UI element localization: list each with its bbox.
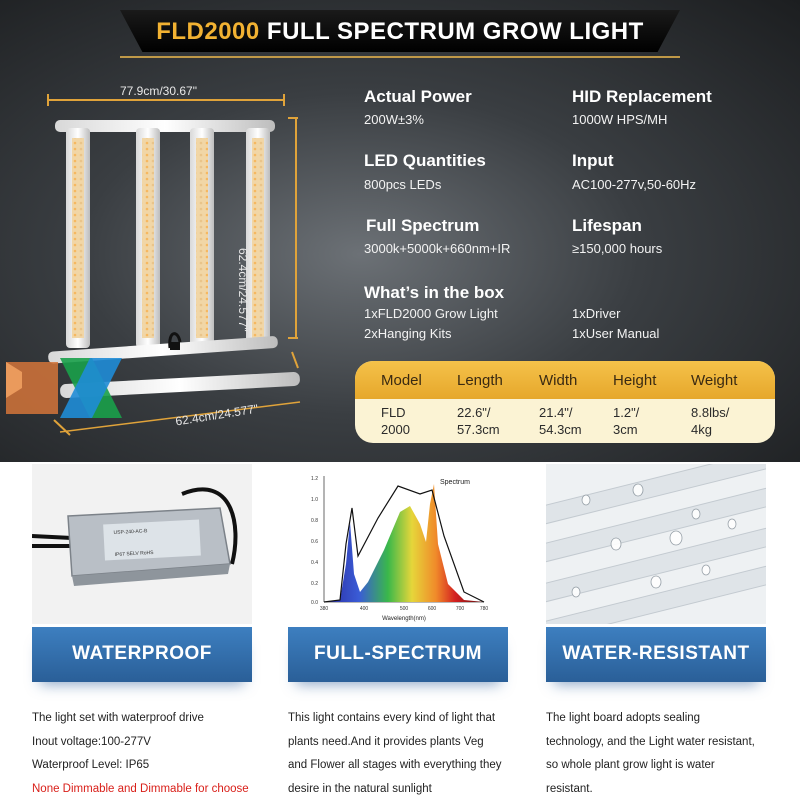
spec-label-actual-power: Actual Power [364, 87, 472, 107]
y-tick: 0.2 [311, 581, 318, 587]
dimensions-header-height: Height [613, 372, 656, 389]
spectrum-chart-xlabel: Wavelength(nm) [382, 616, 426, 622]
dimensions-value-line: 54.3cm [539, 421, 582, 438]
feature-line: desire in the natural sunlight [288, 778, 502, 801]
feature-title: FULL-SPECTRUM [288, 643, 508, 665]
x-tick: 780 [480, 606, 489, 612]
feature-line: resistant. [546, 778, 755, 801]
x-tick: 700 [456, 606, 465, 612]
water-resistant-photo [546, 464, 766, 624]
dimensions-value-length [457, 404, 500, 438]
y-tick: 0.0 [311, 600, 318, 606]
spectrum-chart [288, 464, 508, 624]
feature-description-water-resistant [546, 707, 755, 801]
dimensions-value-line: 21.4"/ [539, 404, 582, 421]
spec-label-input: Input [572, 151, 614, 171]
brand-logo [2, 358, 122, 418]
spec-value-led-quantities: 800pcs LEDs [364, 177, 441, 192]
feature-line: This light contains every kind of light that [288, 707, 502, 731]
x-tick: 600 [428, 606, 437, 612]
width-dimension-label: 77.9cm/30.67" [120, 84, 197, 98]
feature-title: WATERPROOF [32, 643, 252, 665]
feature-line: so whole plant grow light is water [546, 754, 755, 778]
feature-line: and Flower all stages with everything they [288, 754, 502, 778]
dimensions-value-height [613, 404, 639, 438]
feature-line: The light board adopts sealing [546, 707, 755, 731]
feature-line: plants need.And it provides plants Veg [288, 731, 502, 755]
x-tick: 500 [400, 606, 409, 612]
dimensions-value-line: 1.2"/ [613, 404, 639, 421]
x-tick: 380 [320, 606, 329, 612]
spectrum-chart-photo [288, 464, 508, 624]
dimensions-value-line: 22.6"/ [457, 404, 500, 421]
dimensions-value-line: 8.8lbs/ [691, 404, 729, 421]
y-tick: 0.6 [311, 539, 318, 545]
driver-model-text: USP-240-AC-B [113, 528, 148, 536]
spec-label-lifespan: Lifespan [572, 216, 642, 236]
feature-line: Inout voltage:100-277V [32, 731, 249, 755]
wet-led-bars-image [546, 464, 766, 624]
box-item: 2xHanging Kits [364, 326, 451, 341]
feature-line: Waterproof Level: IP65 [32, 754, 249, 778]
feature-banner-full-spectrum [288, 627, 508, 682]
box-item: 1xDriver [572, 306, 620, 321]
feature-description-full-spectrum [288, 707, 502, 801]
feature-highlight: None Dimmable and Dimmable for choose [32, 778, 249, 801]
y-tick: 1.0 [311, 497, 318, 503]
dimensions-value-model [381, 404, 410, 438]
product-title-model: FLD2000 [156, 18, 260, 45]
dimensions-header-length: Length [457, 372, 503, 389]
driver-image [32, 464, 252, 624]
feature-banner-water-resistant [546, 627, 766, 682]
feature-title: WATER-RESISTANT [546, 643, 766, 665]
spectrum-chart-title: Spectrum [440, 479, 470, 486]
dimensions-table [355, 361, 775, 443]
feature-description-waterproof [32, 707, 249, 801]
height-dimension-line [288, 118, 298, 338]
spec-value-input: AC100-277v,50-60Hz [572, 177, 696, 192]
x-tick: 400 [360, 606, 369, 612]
spec-label-full-spectrum: Full Spectrum [366, 216, 479, 236]
driver-ip-text: IP67 SELV RoHS [115, 550, 155, 558]
spec-value-full-spectrum: 3000k+5000k+660nm+IR [364, 241, 510, 256]
dimensions-value-weight [691, 404, 729, 438]
dimensions-value-line: 2000 [381, 421, 410, 438]
feature-line: technology, and the Light water resistant, [546, 731, 755, 755]
title-banner [120, 10, 680, 52]
feature-banner-waterproof [32, 627, 252, 682]
title-underline [120, 56, 680, 58]
dimensions-header-width: Width [539, 372, 577, 389]
y-tick: 1.2 [311, 476, 318, 482]
y-tick: 0.8 [311, 518, 318, 524]
feature-line: The light set with waterproof drive [32, 707, 249, 731]
driver-photo [32, 464, 252, 624]
dimensions-header-model: Model [381, 372, 422, 389]
dimensions-header-weight: Weight [691, 372, 737, 389]
dimensions-value-width [539, 404, 582, 438]
box-contents-label: What’s in the box [364, 283, 504, 303]
dimensions-value-line: 57.3cm [457, 421, 500, 438]
dimensions-value-line: FLD [381, 404, 410, 421]
spec-label-led-quantities: LED Quantities [364, 151, 486, 171]
box-item: 1xFLD2000 Grow Light [364, 306, 498, 321]
box-item: 1xUser Manual [572, 326, 659, 341]
spec-value-lifespan: ≥150,000 hours [572, 241, 662, 256]
product-title-text: FULL SPECTRUM GROW LIGHT [267, 18, 644, 45]
spec-value-hid-replacement: 1000W HPS/MH [572, 112, 667, 127]
spec-value-actual-power: 200W±3% [364, 112, 424, 127]
depth-dimension-label: 62.4cm/24.577" [174, 402, 259, 429]
dimensions-value-line: 4kg [691, 421, 729, 438]
height-dimension-label: 62.4cm/24.577" [236, 248, 250, 332]
y-tick: 0.4 [311, 560, 318, 566]
spec-label-hid-replacement: HID Replacement [572, 87, 712, 107]
dimensions-value-line: 3cm [613, 421, 639, 438]
product-title [120, 18, 680, 46]
